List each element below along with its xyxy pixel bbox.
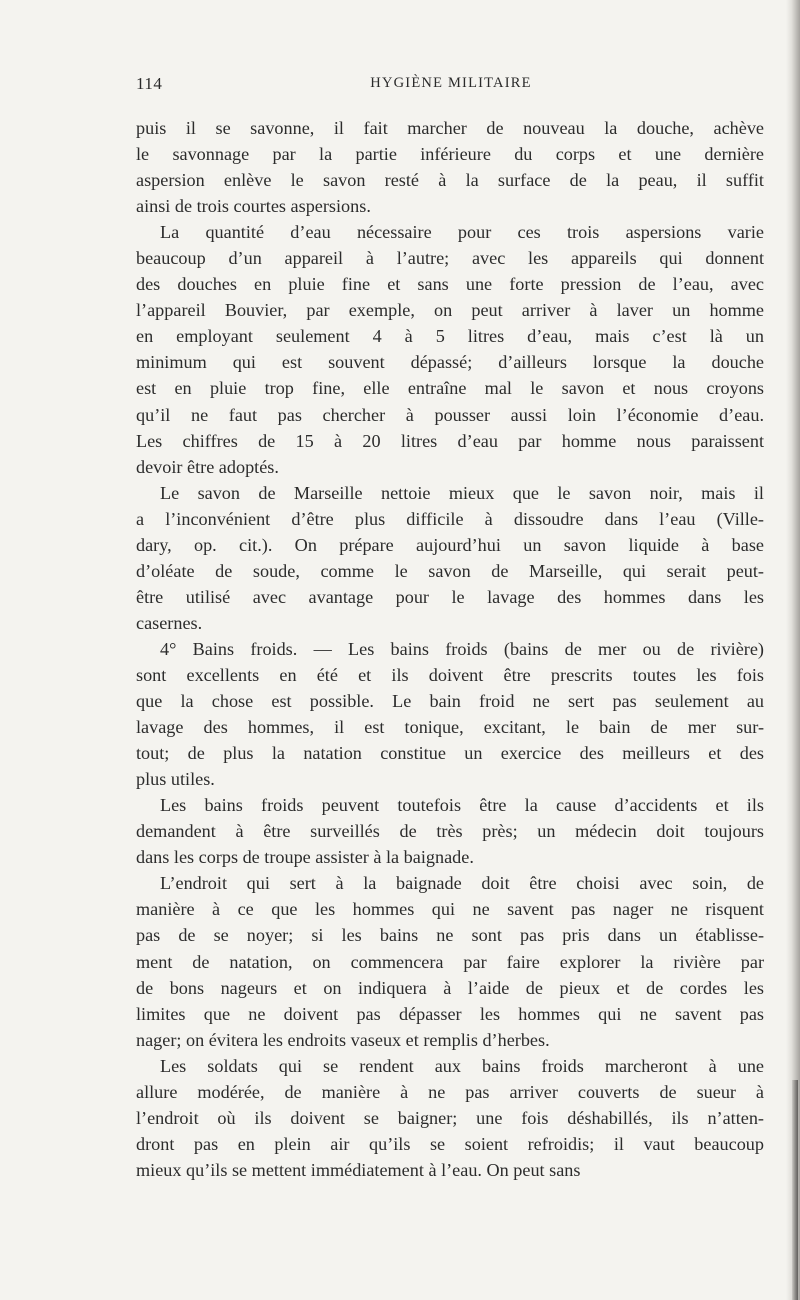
page-header <box>136 74 766 98</box>
text-line: d’oléate de soude, comme le savon de Marseille, qui serait peut- <box>136 560 764 581</box>
text-line: minimum qui est souvent dépassé; d’ailleurs lorsque la douche <box>136 352 764 373</box>
text-line: pas de se noyer; si les bains ne sont pas pris dans un établisse- <box>136 925 764 946</box>
text-line: Les bains froids peuvent toutefois être la cause d’accidents et ils <box>160 795 764 816</box>
text-line: Les soldats qui se rendent aux bains froids marcheront à une <box>160 1055 764 1076</box>
text-line: demandent à être surveillés de très près; un médecin doit toujours <box>136 821 764 842</box>
page-number: 114 <box>136 74 163 93</box>
text-line: dary, op. cit.). On prépare aujourd’hui un savon liquide à base <box>136 534 764 555</box>
text-line: de bons nageurs et on indiquera à l’aide de pieux et de cordes les <box>136 977 764 998</box>
text-line: devoir être adoptés. <box>136 456 279 477</box>
text-line: l’endroit où ils doivent se baigner; une fois déshabillés, ils n’atten- <box>136 1107 764 1128</box>
paragraph <box>136 870 764 1052</box>
text-line: dront pas en plein air qu’ils se soient refroidis; il vaut beaucoup <box>136 1133 764 1154</box>
paragraph <box>136 115 764 219</box>
text-line: limites que ne doivent pas dépasser les hommes qui ne savent pas <box>136 1003 764 1024</box>
text-line: qu’il ne faut pas chercher à pousser aussi loin l’économie d’eau. <box>136 404 764 425</box>
text-line: en employant seulement 4 à 5 litres d’eau, mais c’est là un <box>136 326 764 347</box>
text-line: le savonnage par la partie inférieure du corps et une dernière <box>136 144 764 165</box>
text-line: plus utiles. <box>136 769 215 790</box>
text-line: manière à ce que les hommes qui ne savent pas nager ne risquent <box>136 899 764 920</box>
body-text <box>136 115 764 1183</box>
text-line: a l’inconvénient d’être plus difficile à dissoudre dans l’eau (Ville- <box>136 508 764 529</box>
paragraph <box>136 636 764 792</box>
running-title: HYGIÈNE MILITAIRE <box>370 75 532 91</box>
text-line: que la chose est possible. Le bain froid ne sert pas seulement au <box>136 691 764 712</box>
text-line: dans les corps de troupe assister à la baignade. <box>136 847 474 868</box>
text-line: allure modérée, de manière à ne pas arriver couverts de sueur à <box>136 1081 764 1102</box>
text-line: beaucoup d’un appareil à l’autre; avec les appareils qui donnent <box>136 248 764 269</box>
paragraph <box>136 480 764 636</box>
paragraph <box>136 219 764 479</box>
text-line: ment de natation, on commencera par faire explorer la rivière par <box>136 951 764 972</box>
paragraph <box>136 1053 764 1183</box>
text-line: aspersion enlève le savon resté à la surface de la peau, il suffit <box>136 170 764 191</box>
text-line: l’appareil Bouvier, par exemple, on peut arriver à laver un homme <box>136 300 764 321</box>
text-line: nager; on évitera les endroits vaseux et remplis d’herbes. <box>136 1029 550 1050</box>
text-line: La quantité d’eau nécessaire pour ces trois aspersions varie <box>160 222 764 243</box>
text-line: puis il se savonne, il fait marcher de nouveau la douche, achève <box>136 118 764 138</box>
text-line: L’endroit qui sert à la baignade doit être choisi avec soin, de <box>160 873 764 894</box>
page-edge-dark <box>792 1080 798 1300</box>
text-line: mieux qu’ils se mettent immédiatement à l’eau. On peut sans <box>136 1159 581 1180</box>
text-line: sont excellents en été et ils doivent être prescrits toutes les fois <box>136 664 764 685</box>
text-line: est en pluie trop fine, elle entraîne mal le savon et nous croyons <box>136 378 764 399</box>
text-line: 4° Bains froids. — Les bains froids (bains de mer ou de rivière) <box>160 638 764 659</box>
text-line: lavage des hommes, il est tonique, excitant, le bain de mer sur- <box>136 717 764 738</box>
paragraph <box>136 792 764 870</box>
text-line: casernes. <box>136 612 203 633</box>
text-line: Les chiffres de 15 à 20 litres d’eau par homme nous paraissent <box>136 430 764 451</box>
text-line: tout; de plus la natation constitue un exercice des meilleurs et des <box>136 743 764 764</box>
text-line: Le savon de Marseille nettoie mieux que le savon noir, mais il <box>160 482 764 503</box>
text-line: être utilisé avec avantage pour le lavage des hommes dans les <box>136 586 764 607</box>
text-line: des douches en pluie fine et sans une forte pression de l’eau, avec <box>136 274 764 295</box>
text-line: ainsi de trois courtes aspersions. <box>136 196 371 217</box>
